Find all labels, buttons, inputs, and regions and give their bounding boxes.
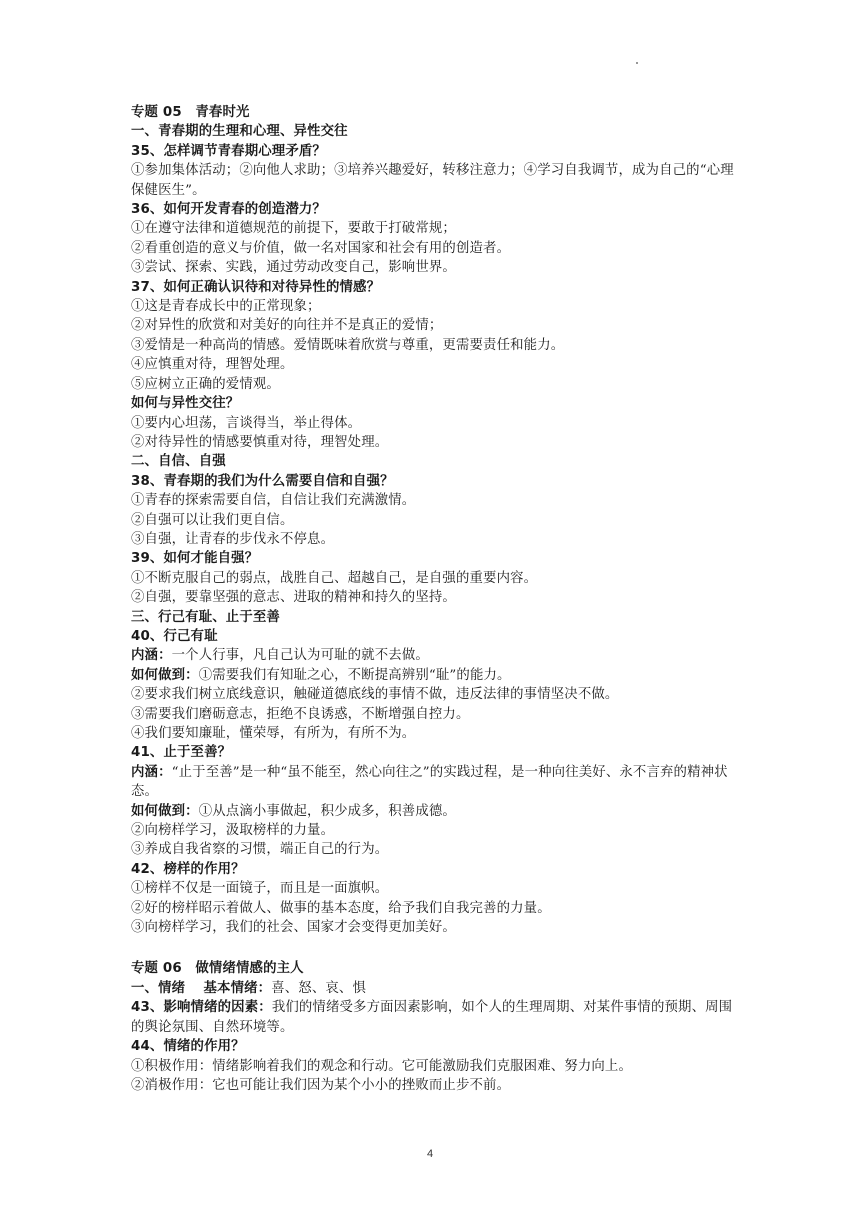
line-text: 42、榜样的作用？: [131, 861, 245, 877]
text-line: [131, 569, 735, 588]
text-line: [131, 998, 735, 1037]
line-text: 40、行己有耻: [131, 628, 218, 644]
text-line: [131, 258, 735, 277]
text-line: [131, 491, 735, 510]
line-text: 38、青春期的我们为什么需要自信和自强？: [131, 473, 394, 489]
line-text: “止于至善”是一种“虽不能至，然心向往之”的实践过程，是一种向往美好、永不言弃的精神状态。: [131, 764, 728, 800]
heading-line: [131, 608, 735, 627]
line-text: 一个人行事，凡自己认为可耻的就不去做。: [171, 648, 429, 664]
text-line: [131, 1057, 735, 1076]
text-line: [131, 685, 735, 704]
text-line: [131, 879, 735, 898]
line-text: 我们的情绪受多方面因素影响，如个人的生理周期、对某件事情的预期、周围的舆论氛围、自然环境等。: [131, 1000, 733, 1035]
line-text: 专题 05 青春时光: [131, 105, 250, 120]
line-text: ①这是青春成长中的正常现象；: [131, 299, 321, 315]
heading-line: [131, 549, 735, 568]
text-line: [131, 239, 735, 258]
line-text: ③尝试、探索、实践，通过劳动改变自己，影响世界。: [131, 260, 456, 276]
inline-label: 43、影响情绪的因素：: [131, 1000, 272, 1016]
line-text: ①青春的探索需要自信，自信让我们充满激情。: [131, 493, 416, 509]
inline-label: 内涵：: [131, 764, 172, 780]
line-text: ①不断克服自己的弱点，战胜自己、超越自己，是自强的重要内容。: [131, 570, 538, 586]
heading-line: [131, 200, 735, 219]
text-line: [131, 705, 735, 724]
line-text: ①参加集体活动；②向他人求助；③培养兴趣爱好，转移注意力；④学习自我调节，成为自己的“心理保健医生”。: [131, 163, 734, 198]
line-text: 二、自信、自强: [131, 454, 226, 470]
line-text: ②看重创造的意义与价值，做一名对国家和社会有用的创造者。: [131, 240, 511, 256]
line-text: 41、止于至善？: [131, 745, 232, 761]
inline-label: 内涵：: [131, 648, 172, 664]
line-text: ②对异性的欣赏和对美好的向往并不是真正的爱情；: [131, 318, 443, 334]
text-line: [131, 646, 735, 665]
inline-label: 如何做到：: [131, 667, 199, 683]
text-line: [131, 316, 735, 335]
line-text: ②自强可以让我们更自信。: [131, 512, 294, 528]
line-text: 37、如何正确认识待和对待异性的情感？: [131, 279, 381, 295]
text-line: [131, 802, 735, 821]
line-text: ⑤应树立正确的爱情观。: [131, 376, 280, 392]
text-line: [131, 414, 735, 433]
line-text: 35、怎样调节青春期心理矛盾？: [131, 143, 326, 159]
heading-line: [131, 959, 735, 978]
inline-label: 一、情绪 基本情绪：: [131, 980, 272, 996]
text-line: [131, 724, 735, 743]
heading-line: [131, 1037, 735, 1056]
text-line: [131, 336, 735, 355]
text-line: [131, 821, 735, 840]
line-text: 一、青春期的生理和心理、异性交往: [131, 124, 348, 140]
line-text: ③养成自我省察的习惯，端正自己的行为。: [131, 842, 389, 858]
heading-line: [131, 142, 735, 161]
line-text: ①在遵守法律和道德规范的前提下，要敢于打破常规；: [131, 221, 456, 237]
line-text: ③爱情是一种高尚的情感。爱情既味着欣赏与尊重，更需要责任和能力。: [131, 337, 565, 353]
line-text: 专题 06 做情绪情感的主人: [131, 961, 304, 977]
text-line: [131, 355, 735, 374]
line-text: ①榜样不仅是一面镜子，而且是一面旗帜。: [131, 881, 389, 897]
heading-line: [131, 122, 735, 141]
corner-dot: [636, 62, 638, 64]
text-line: [131, 588, 735, 607]
text-line: [131, 297, 735, 316]
text-line: [131, 375, 735, 394]
text-line: [131, 219, 735, 238]
text-line: [131, 1076, 735, 1095]
text-line: [131, 763, 735, 802]
line-text: 如何与异性交往？: [131, 396, 240, 412]
text-line: [131, 161, 735, 200]
line-text: ②对待异性的情感要慎重对待，理智处理。: [131, 434, 389, 450]
line-text: ④我们要知廉耻，懂荣辱，有所为，有所不为。: [131, 726, 416, 741]
text-line: [131, 511, 735, 530]
line-text: ①从点滴小事做起，积少成多，积善成德。: [198, 803, 456, 819]
line-text: 三、行己有耻、止于至善: [131, 609, 280, 625]
heading-line: [131, 743, 735, 762]
inline-label: 如何做到：: [131, 803, 199, 819]
line-text: ②自强，要靠坚强的意志、进取的精神和持久的坚持。: [131, 590, 456, 606]
heading-line: [131, 278, 735, 297]
heading-line: [131, 103, 735, 122]
line-text: ②向榜样学习，汲取榜样的力量。: [131, 823, 335, 839]
heading-line: [131, 627, 735, 646]
text-line: [131, 433, 735, 452]
heading-line: [131, 472, 735, 491]
page-number: 4: [426, 1148, 434, 1160]
line-text: ②好的榜样昭示着做人、做事的基本态度，给予我们自我完善的力量。: [131, 900, 551, 916]
line-text: 喜、怒、哀、惧: [271, 980, 367, 996]
document-body: [131, 103, 735, 1095]
line-text: ①需要我们有知耻之心，不断提高辨别“耻”的能力。: [198, 667, 511, 683]
heading-line: [131, 394, 735, 413]
line-text: ③需要我们磨砺意志，拒绝不良诱惑，不断增强自控力。: [131, 706, 470, 722]
text-line: [131, 666, 735, 685]
section-gap: [131, 937, 735, 959]
text-line: [131, 840, 735, 859]
text-line: [131, 899, 735, 918]
heading-line: [131, 860, 735, 879]
line-text: ④应慎重对待，理智处理。: [131, 357, 294, 373]
line-text: 44、情绪的作用？: [131, 1039, 245, 1055]
line-text: ①积极作用：情绪影响着我们的观念和行动。它可能激励我们克服困难、努力向上。: [131, 1058, 633, 1074]
line-text: ②消极作用：它也可能让我们因为某个小小的挫败而止步不前。: [131, 1077, 511, 1093]
line-text: ②要求我们树立底线意识，触碰道德底线的事情不做，违反法律的事情坚决不做。: [131, 687, 619, 703]
line-text: 39、如何才能自强？: [131, 551, 259, 567]
text-line: [131, 979, 735, 998]
line-text: ③自强，让青春的步伐永不停息。: [131, 531, 335, 547]
text-line: [131, 530, 735, 549]
heading-line: [131, 452, 735, 471]
line-text: ③向榜样学习，我们的社会、国家才会变得更加美好。: [131, 920, 456, 936]
line-text: ①要内心坦荡，言谈得当，举止得体。: [131, 415, 362, 431]
line-text: 36、如何开发青春的创造潜力？: [131, 202, 326, 218]
text-line: [131, 918, 735, 937]
